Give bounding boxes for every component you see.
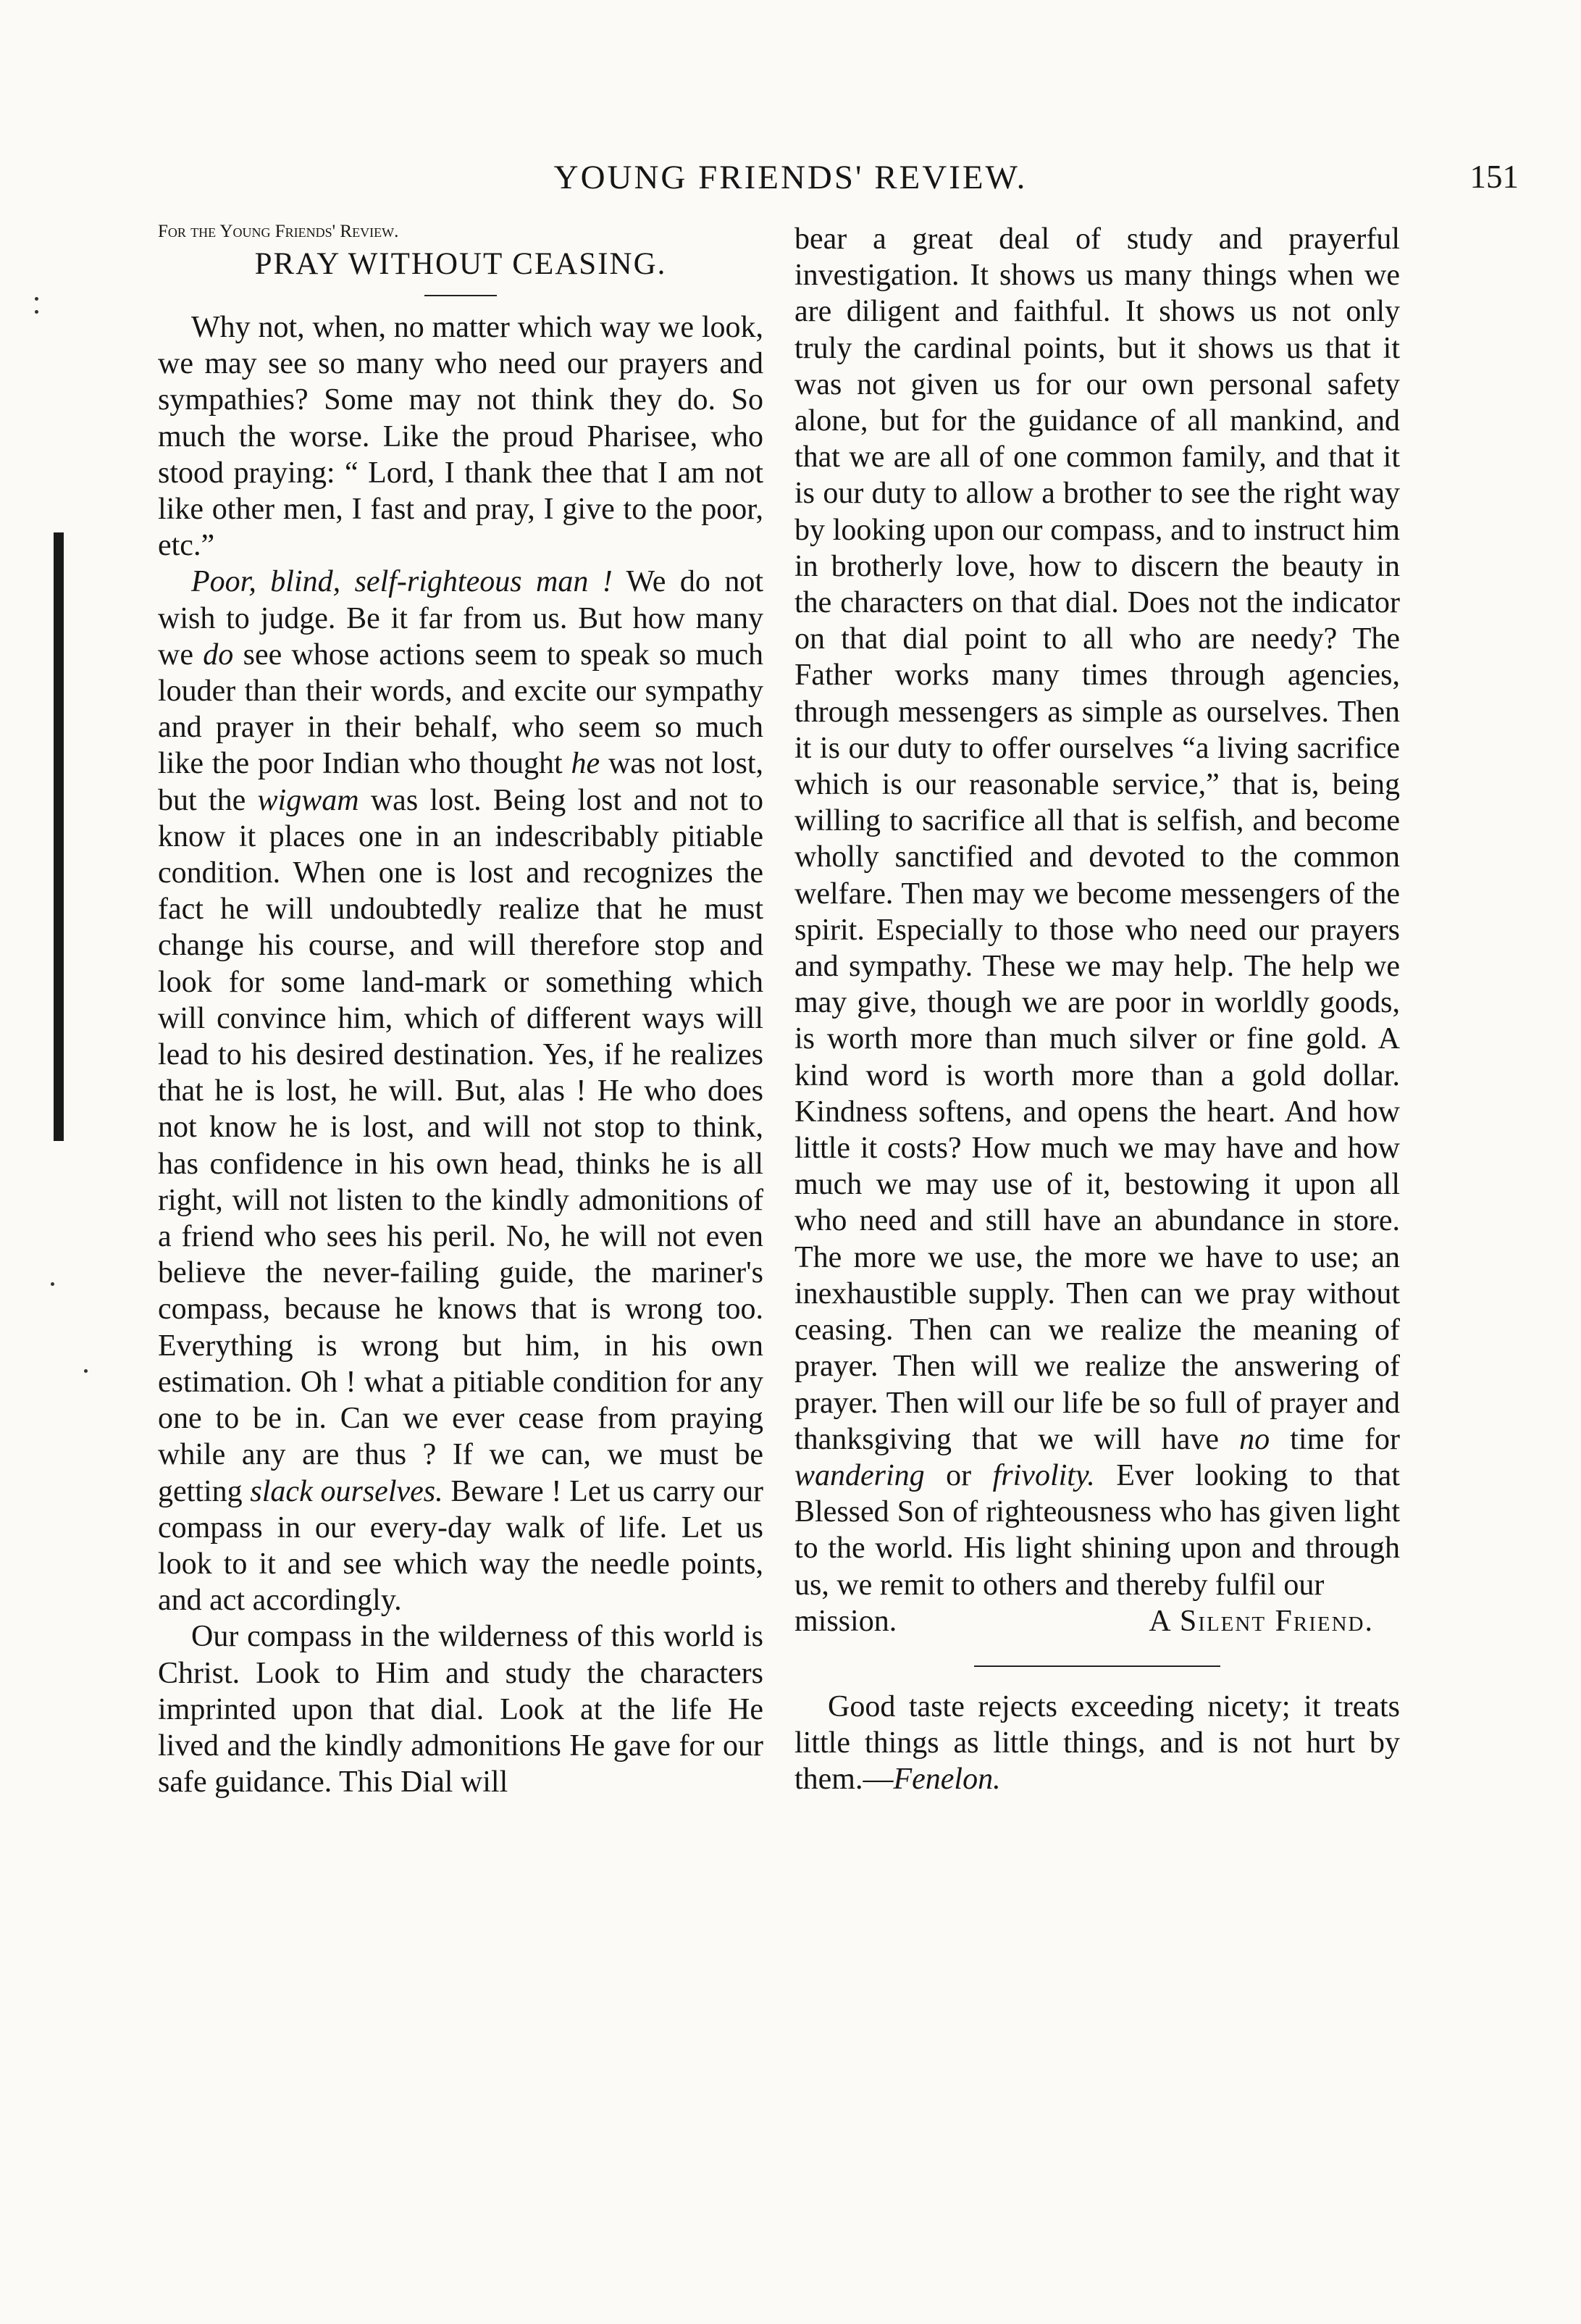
- scan-speck: [84, 1369, 88, 1373]
- section-rule: [974, 1665, 1220, 1667]
- running-title: YOUNG FRIENDS' REVIEW.: [553, 159, 1028, 196]
- emphasis-wigwam: wigwam: [257, 783, 359, 817]
- signature-row: [794, 1603, 1400, 1639]
- quote-author: Fenelon.: [893, 1763, 1001, 1797]
- scan-speck: [51, 1282, 54, 1286]
- article-title: PRAY WITHOUT CEASING.: [254, 247, 667, 281]
- mission-word: mission.: [794, 1604, 897, 1638]
- margin-mark: [54, 532, 64, 1141]
- emphasis-do: do: [203, 638, 234, 672]
- quote-paragraph: Good taste rejects exceeding nicety; it treats little things as little things, and is not hurt by them.—Fenelon.: [794, 1689, 1400, 1797]
- paragraph-1: [158, 309, 763, 564]
- paragraph-3-part-2: bear a great deal of study and prayerful investigation. It shows us many things when we are diligent and faithful. It shows us not only truly the cardinal points, but it shows us that it was not given us for our own personal safety alone, but for the guidance of all mankind, and that we are all of one common family, and that it is our duty to allow a brother to see the right way by looking upon our compass, and to instruct him in brotherly love, how to discern the beauty in the characters on that dial. Does not the indicator on that dial point to all who are needy? The Father works many times through agencies, through messengers as simple as ourselves. Then it is our duty to offer ourselves “a living sacrifice which is our reasonable service,” that is, being willing to sacrifice all that is selfish, and become wholly sanctified and devoted to the common welfare. Then may we become messengers of the spirit. Especially to those who need our prayers and sympathy. These we may help. The help we may give, though we are poor in worldly goods, is worth more than much silver or fine gold. A kind word is worth more than a gold dollar. Kindness softens, and opens the heart. And how little it costs? How much we may have and how much we may use of it, bestowing it upon all who need and still have an abundance in store. The more we use, the more we have to use; an inexhaustible supply. Then can we pray without ceasing. Then can we realize the meaning of prayer. Then will we realize the answering of prayer. Then will our life be so full of prayer and thanksgiving that we will have no time for wandering or frivolity. Ever looking to that Blessed Son of righteousness who has given light to the world. His light shining upon and through us, we remit to others and thereby fulfil our: [794, 222, 1400, 1602]
- page-header: [0, 158, 1581, 201]
- paragraph-1-text: Why not, when, no matter which way we look, we may see so many who need our prayers and sympathies? Some may not think they do. So much the worse. Like the proud Pharisee, who stood praying: “ Lord, I thank thee that I am not like other men, I fast and pray, I give to the poor, etc.”: [158, 311, 763, 563]
- emphasis-frivolity: frivolity.: [992, 1458, 1095, 1492]
- left-column: [158, 221, 763, 1800]
- page-number: 151: [1469, 159, 1519, 195]
- source-line: [158, 221, 763, 243]
- emphasis-he: he: [571, 747, 600, 781]
- emphasis-poor-blind: Poor, blind, self-righteous man !: [191, 565, 613, 599]
- paragraph-3-part-1: Our compass in the wilderness of this world is Christ. Look to Him and study the characters imprinted upon that dial. Look at the life He lived and the kindly admonitions He gave for our safe guidance. This Dial will: [158, 1620, 763, 1800]
- emphasis-slack: slack ourselves.: [250, 1474, 443, 1508]
- emphasis-no: no: [1239, 1422, 1270, 1456]
- right-column: [794, 221, 1400, 1798]
- scan-speck: [35, 297, 38, 301]
- title-rule: [424, 295, 497, 296]
- scan-speck: [35, 310, 38, 314]
- emphasis-wandering: wandering: [794, 1458, 925, 1492]
- source-line-text: For the Young Friends' Review.: [158, 222, 399, 241]
- paragraph-2-part-1: Poor, blind, self-righteous man ! We do not wish to judge. Be it far from us. But how many we do see whose actions seem to speak so much louder than their words, and excite our sympathy and prayer in their behalf, who seem so much like the poor Indian who thought he was not lost, but the wigwam was lost. Being lost and not to know it places one in an indescribably pitiable condition. When one is lost and recognizes the fact he will undoubtedly realize that he must change his course, and will therefore stop and look for some land-mark or something which will convince him, which of different ways will lead to his desired destination. Yes, if he realizes that he is lost, he will. But, alas ! He who does not know he is lost, and will not stop to think, has confidence in his own head, thinks he is all right, will not listen to the kindly admonitions of a friend who sees his peril. No, he will not even believe the never-failing guide, the mariner's compass, because he knows that is wrong too. Everything is wrong but him, in his own estimation. Oh ! what a pitiable condition for any one to be in. Can we ever cease from praying while any are thus ? If we can, we must be getting slack ourselves. Beware ! Let us carry our compass in our every-day walk of life. Let us look to it and see which way the needle points, and act accordingly.: [158, 565, 764, 1618]
- signature: A Silent Friend.: [1149, 1604, 1374, 1638]
